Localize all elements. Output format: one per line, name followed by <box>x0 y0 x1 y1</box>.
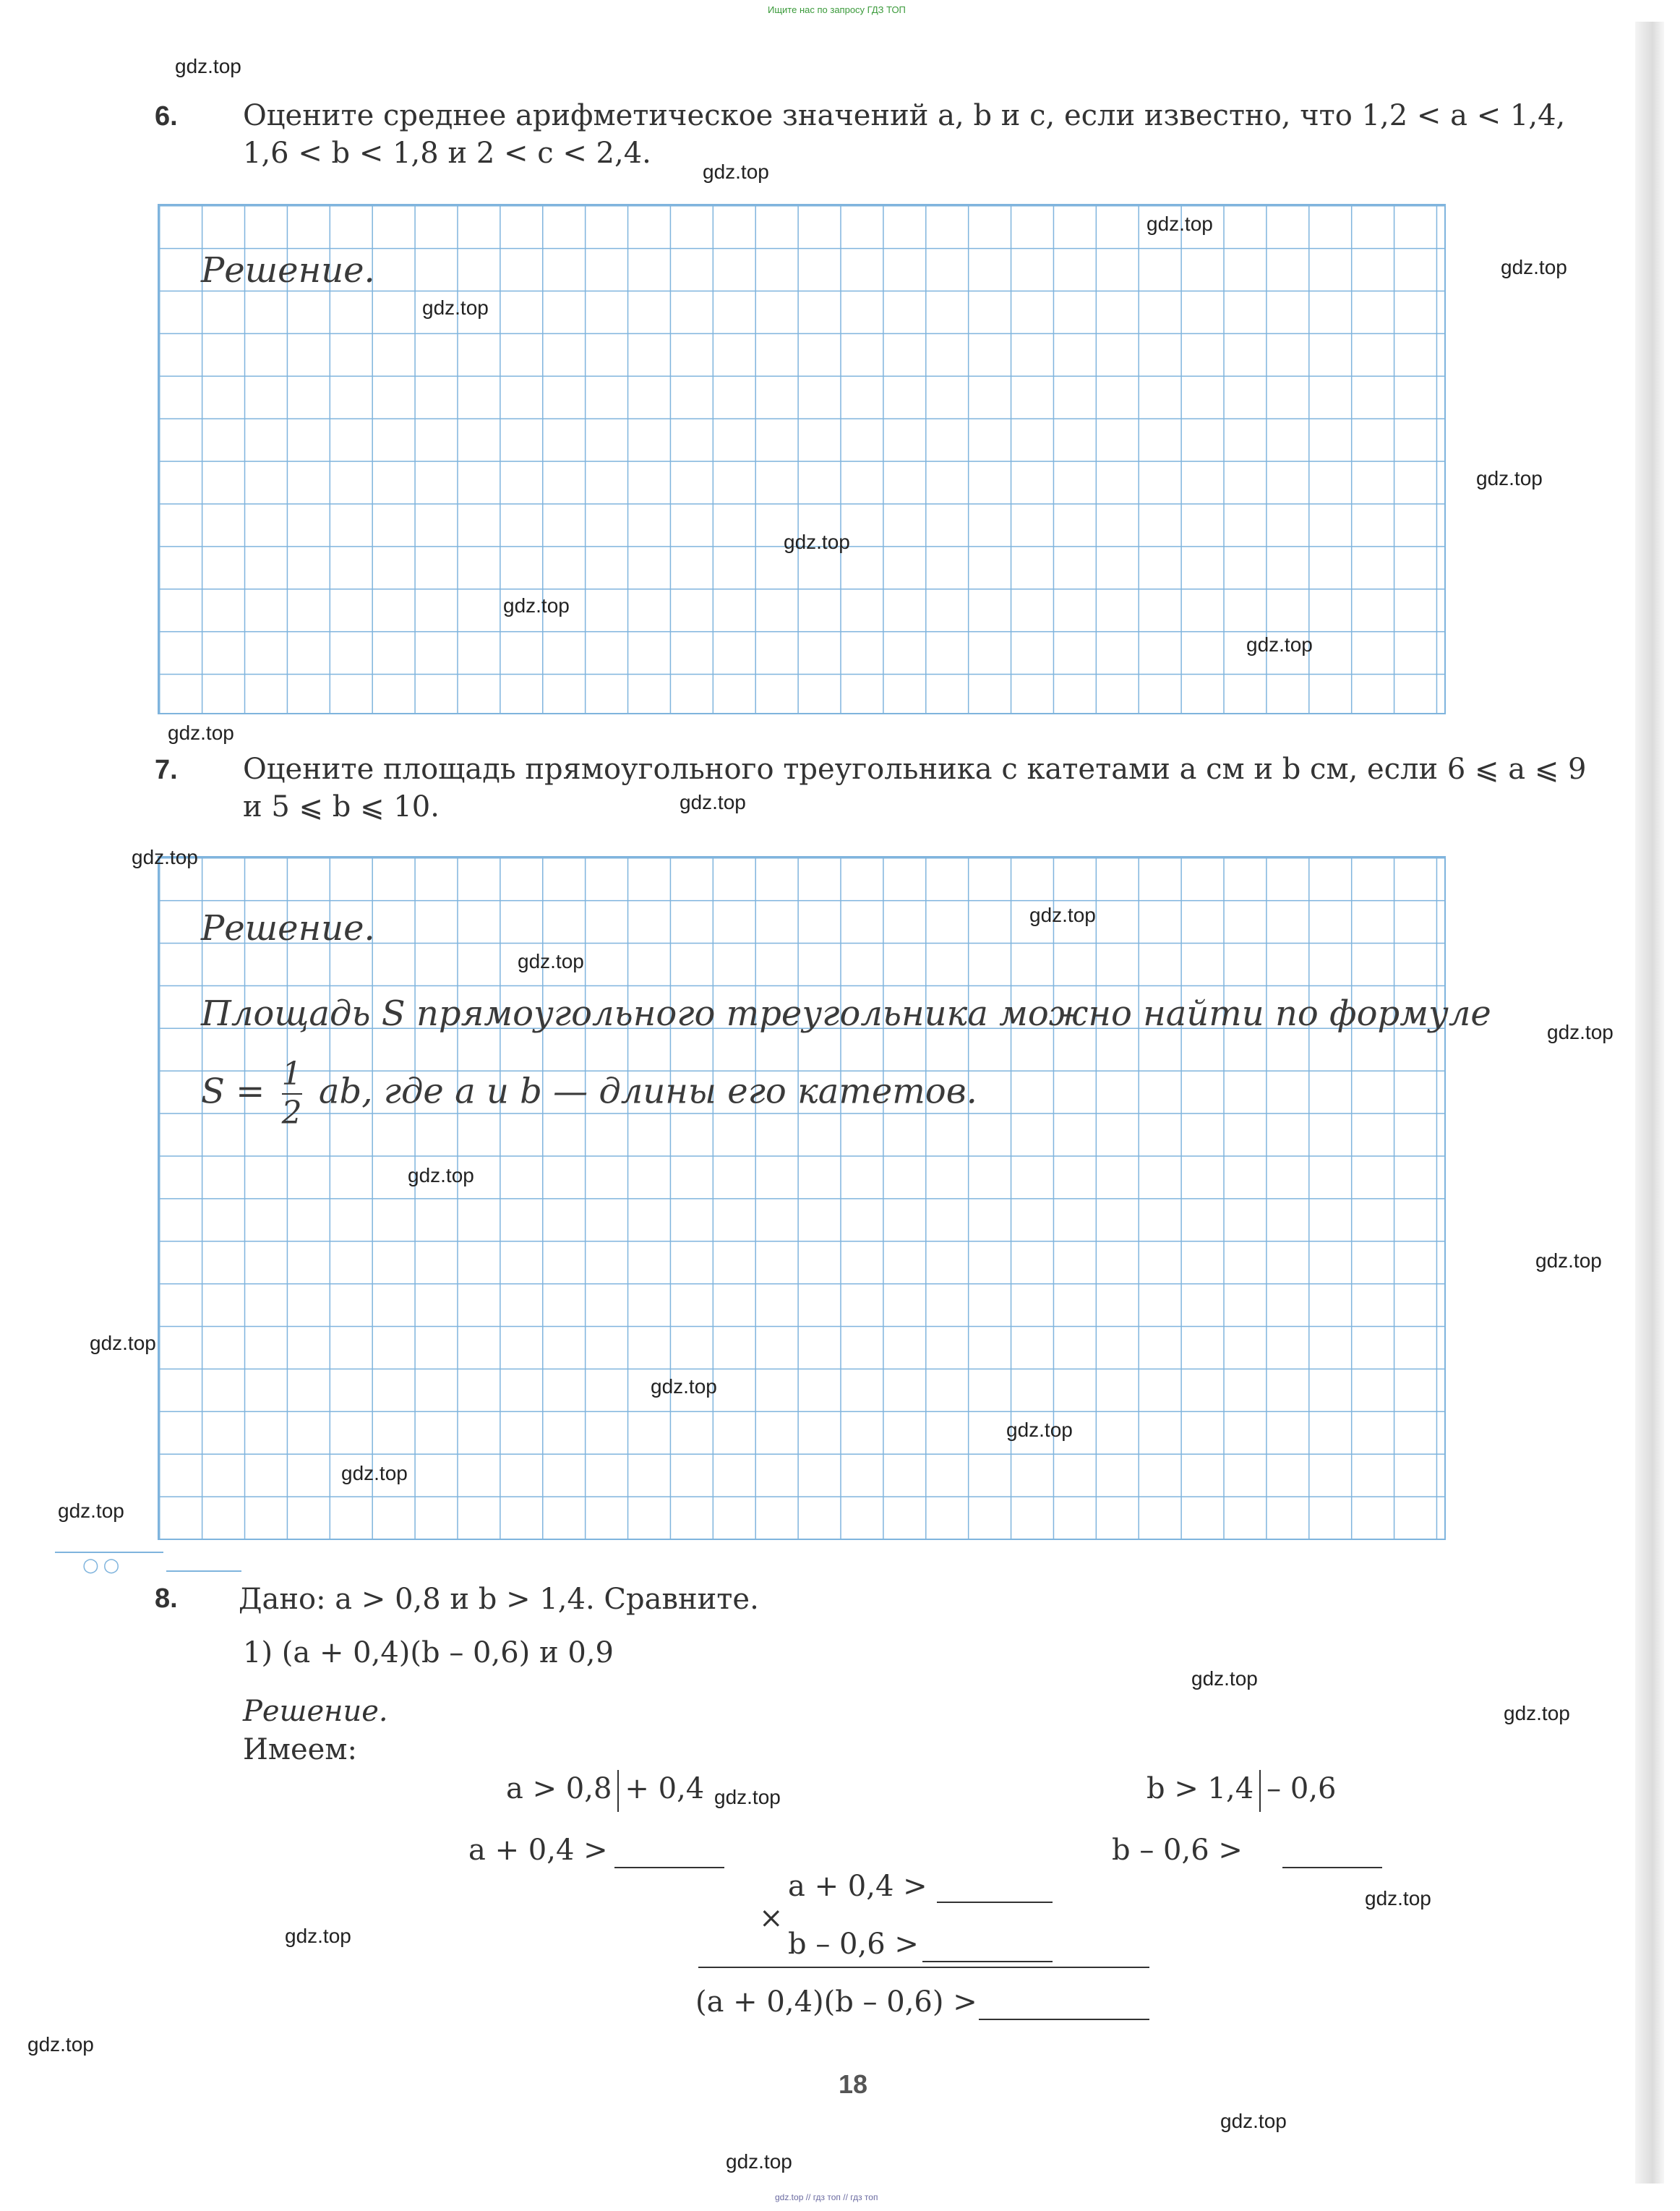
task-6-number: 6. <box>155 101 178 132</box>
watermark: gdz.top <box>1365 1887 1431 1909</box>
watermark: gdz.top <box>1504 1702 1570 1724</box>
res-b-row <box>1112 1834 1243 1867</box>
formula-rest: ab, где a и b — длины его катетов. <box>318 1071 977 1112</box>
watermark: gdz.top <box>168 722 234 744</box>
vertical-bar <box>1259 1770 1261 1812</box>
mult-b-row <box>788 1928 919 1961</box>
watermark: gdz.top <box>651 1375 717 1398</box>
watermark: gdz.top <box>175 55 241 77</box>
mult-sign: × <box>759 1902 784 1935</box>
watermark: gdz.top <box>1220 2110 1287 2132</box>
formula-denominator: 2 <box>281 1095 302 1132</box>
product: (a + 0,4)(b – 0,6) > <box>695 1985 977 2019</box>
res-b-blank <box>1282 1867 1382 1868</box>
formula-fraction <box>281 1056 302 1132</box>
watermark: gdz.top <box>1535 1249 1602 1272</box>
formula-numerator: 1 <box>281 1056 302 1092</box>
task-7-text-line1: Оцените площадь прямоугольного треугольника с катетами a см и b см, если 6 ⩽ a ⩽ 9 <box>243 753 1587 786</box>
task-7-solution-label: Решение. <box>201 908 375 949</box>
task-8-text-line2: 1) (a + 0,4)(b – 0,6) и 0,9 <box>243 1636 614 1669</box>
watermark: gdz.top <box>1246 633 1313 656</box>
task-8-have-label: Имеем: <box>243 1733 357 1766</box>
watermark: gdz.top <box>58 1500 124 1522</box>
watermark: gdz.top <box>680 791 746 813</box>
watermark: gdz.top <box>1476 467 1543 489</box>
task-7-grid <box>158 856 1446 1540</box>
watermark: gdz.top <box>408 1164 474 1186</box>
ineq-a-row <box>506 1770 704 1812</box>
watermark: gdz.top <box>132 846 198 868</box>
product-row <box>695 1985 977 2019</box>
watermark: gdz.top <box>27 2033 94 2056</box>
section-divider-left <box>55 1552 163 1553</box>
mult-b: b – 0,6 > <box>788 1928 919 1961</box>
ineq-b: b > 1,4 <box>1147 1772 1254 1805</box>
ineq-a-op: + 0,4 <box>625 1772 705 1805</box>
watermark: gdz.top <box>1501 256 1567 278</box>
header-search-link[interactable]: Ищите нас по запросу ГДЗ ТОП <box>768 4 906 15</box>
section-circles-icon: ○○ <box>82 1554 124 1576</box>
watermark: gdz.top <box>422 296 489 319</box>
mult-a-blank <box>937 1902 1053 1903</box>
res-a-blank <box>614 1867 724 1868</box>
ineq-a: a > 0,8 <box>506 1772 612 1805</box>
watermark: gdz.top <box>503 594 570 617</box>
watermark: gdz.top <box>518 950 584 972</box>
mult-a-row <box>788 1870 927 1903</box>
task-6-solution-label: Решение. <box>201 250 375 291</box>
watermark: gdz.top <box>1029 904 1096 926</box>
task-6-text-line2: 1,6 < b < 1,8 и 2 < c < 2,4. <box>243 137 651 170</box>
watermark: gdz.top <box>703 161 769 183</box>
res-b: b – 0,6 > <box>1112 1834 1243 1867</box>
page-edge-shadow <box>1635 22 1664 2184</box>
task-7-number: 7. <box>155 755 178 785</box>
watermark: gdz.top <box>784 531 850 553</box>
vertical-bar <box>617 1770 619 1812</box>
task-8-solution-label: Решение. <box>243 1695 388 1728</box>
task-7-solution-line1: Площадь S прямоугольного треугольника можно найти по формуле <box>201 993 1491 1034</box>
res-a-row <box>468 1834 608 1867</box>
formula-lhs: S = <box>201 1071 265 1112</box>
ineq-b-op: – 0,6 <box>1267 1772 1337 1805</box>
watermark: gdz.top <box>1147 213 1213 235</box>
watermark: gdz.top <box>285 1925 351 1947</box>
watermark: gdz.top <box>341 1462 408 1484</box>
watermark: gdz.top <box>1191 1667 1258 1690</box>
mult-a: a + 0,4 > <box>788 1870 927 1903</box>
product-blank <box>979 2019 1149 2020</box>
page-number: 18 <box>839 2069 868 2099</box>
res-a: a + 0,4 > <box>468 1834 608 1867</box>
watermark: gdz.top <box>714 1786 781 1808</box>
watermark: gdz.top <box>1006 1419 1073 1441</box>
section-divider-right <box>166 1570 241 1572</box>
watermark: gdz.top <box>1547 1021 1613 1043</box>
ineq-b-row <box>1147 1770 1337 1812</box>
product-rule <box>698 1967 1149 1968</box>
watermark: gdz.top <box>90 1332 156 1354</box>
task-7-text-line2: и 5 ⩽ b ⩽ 10. <box>243 790 440 824</box>
mult-b-blank <box>922 1961 1053 1962</box>
task-7-formula <box>201 1056 977 1132</box>
footer-link[interactable]: gdz.top // гдз топ // гдз топ <box>775 2192 878 2202</box>
task-8-text-line1: Дано: a > 0,8 и b > 1,4. Сравните. <box>239 1583 759 1616</box>
task-8-number: 8. <box>155 1583 178 1614</box>
task-6-text-line1: Оцените среднее арифметическое значений a, b и c, если известно, что 1,2 < a < 1,4, <box>243 99 1566 132</box>
watermark: gdz.top <box>726 2150 792 2173</box>
